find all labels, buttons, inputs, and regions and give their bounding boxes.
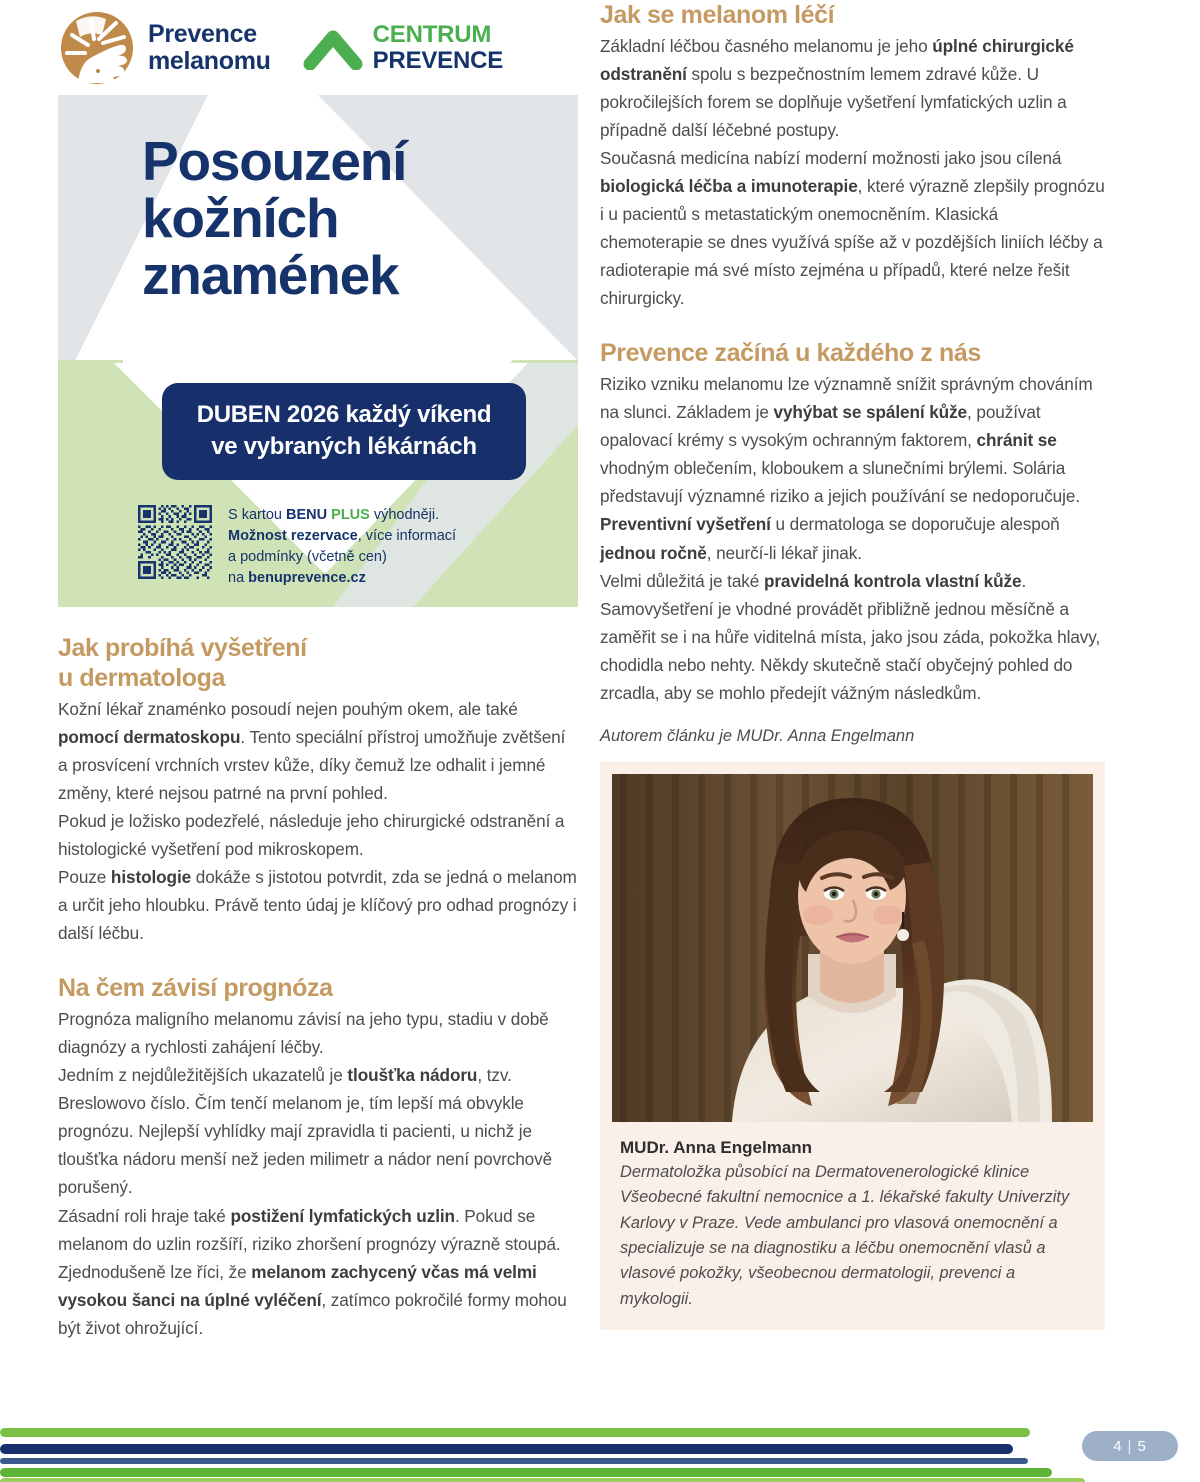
p3c: dokáže s jistotou potvrdit, zda se jedná o melanom a určit jeho hloubku. Právě tento údaj je klíčový pro odhad prognózy i další léčbu.: [58, 867, 577, 944]
paragraph-left-5: [58, 1061, 578, 1201]
hero-title-line2: kožních: [142, 187, 339, 250]
r3e: vhodným oblečením, kloboukem a slunečními brýlemi. Solária představují významné riziko a jejich používání se nedoporučuje.: [600, 458, 1080, 507]
p6b: postižení lymfatických uzlin: [230, 1205, 455, 1226]
paragraph-left-1: [58, 695, 578, 807]
cp-line1: CENTRUM: [372, 21, 492, 49]
r2c: , které výrazně zlepšily prognózu i u pacientů s metastatickým onemocněním. Klasická chemoterapie se dnes využívá spíše až v pozdějších liniích léčby a radioterapie má své místo zejména u případů, které nelze řešit chirurgicky.: [600, 176, 1105, 309]
paragraph-right-5: [600, 567, 1105, 707]
page-number-badge: [1082, 1431, 1178, 1461]
chevron-up-icon: [303, 26, 363, 70]
r4a: Preventivní vyšetření: [600, 514, 771, 535]
sun-hand-skin-icon: [58, 9, 136, 87]
page-separator: |: [1127, 1437, 1133, 1455]
section-heading-vysetreni: [58, 633, 578, 693]
hero-title-block: [58, 95, 578, 305]
s1-title-line1: Jak probíhá vyšetření: [58, 634, 307, 662]
footer-stripes: [0, 1420, 1200, 1482]
paragraph-left-3: [58, 863, 578, 947]
qr-code-icon[interactable]: [138, 505, 212, 579]
qr-l1-benu: BENU: [286, 507, 332, 523]
r5a: Velmi důležitá je také: [600, 570, 764, 591]
p1c: . Tento speciální přístroj umožňuje zvětšení a prosvícení vrchních vrstev kůže, díky čemuž lze odhalit i jemné změny, které nejsou patrné na první pohled.: [58, 727, 566, 804]
centrum-prevence-logo: [303, 22, 503, 73]
author-bio-card: [600, 762, 1105, 1331]
paragraph-left-6: [58, 1202, 578, 1342]
hero-title-line1: Posouzení: [142, 130, 407, 192]
hero-banner: [58, 95, 578, 607]
r2a: Současná medicína nabízí moderní možnosti jako jsou cílená: [600, 148, 1062, 169]
qr-line-4: [228, 568, 456, 589]
page-total: 5: [1137, 1437, 1147, 1455]
left-column: [58, 0, 578, 1342]
section-heading-prognoza: Na čem závisí prognóza: [58, 974, 333, 1003]
r1a: Základní léčbou časného melanomu je jeho: [600, 36, 933, 56]
centrum-prevence-text: [373, 22, 503, 73]
r3b: vyhýbat se spálení kůže: [773, 402, 968, 423]
section-heading-lecba: Jak se melanom léčí: [600, 1, 835, 29]
right-column: [600, 0, 1105, 1330]
r3d: chránit se: [976, 430, 1057, 451]
paragraph-right-4: [600, 510, 1105, 566]
r1b: úplné chirurgické odstranění: [600, 36, 1074, 85]
hero-title-line3: znamének: [142, 244, 399, 307]
brand-wordmark-line1: Prevence: [148, 19, 257, 48]
p1a: Kožní lékař znaménko posoudí nejen pouhým okem, ale také: [58, 699, 518, 719]
p3b: histologie: [110, 867, 192, 888]
p3a: Pouze: [58, 867, 111, 888]
r4b: u dermatologa se doporučuje alespoň: [770, 514, 1060, 535]
event-badge-line1: DUBEN 2026 každý víkend: [196, 401, 492, 428]
paragraph-right-3: [600, 370, 1105, 510]
r5c: . Samovyšetření je vhodné provádět přibližně jednou měsíčně a zaměřit se i na hůře viditelná místa, jako jsou záda, pokožka hlavy, chodidla nebo nehty. Někdy skutečně stačí obyčejný pohled do zrcadla, aby se mohlo předejít vážným následkům.: [600, 570, 1101, 703]
p1b: pomocí dermatoskopu: [58, 727, 241, 748]
author-name: MUDr. Anna Engelmann: [620, 1137, 813, 1157]
benuprevence-link[interactable]: benuprevence.cz: [248, 570, 366, 587]
qr-l4-a: na: [228, 570, 249, 587]
r4c: jednou ročně: [600, 542, 707, 563]
r3a: Riziko vzniku melanomu lze významně snížit správným chováním na slunci. Základem je: [600, 374, 1093, 423]
p5b: tloušťka nádoru: [347, 1065, 478, 1086]
p6a: Zásadní roli hraje také: [58, 1205, 231, 1226]
author-bio-text: Dermatoložka působící na Dermatovenerologické klinice Všeobecné fakultní nemocnice a 1. lékařské fakulty Univerzity Karlovy v Praze. Vede ambulanci pro vlasová onemocnění a specializuje se na diagnostiku a léčbu onemocnění vlasů a vlasové pokožky, všeobecnou dermatologii, prevenci a mykologii.: [620, 1162, 1070, 1308]
event-badge: [162, 383, 526, 480]
page-title: [142, 130, 578, 307]
r3c: , používat opalovací krémy s vysokým ochranným faktorem,: [600, 402, 1041, 451]
r5b: pravidelná kontrola vlastní kůže: [763, 570, 1022, 591]
qr-l2-bold: Možnost rezervace: [228, 528, 358, 545]
article-byline: Autorem článku je MUDr. Anna Engelmann: [600, 726, 915, 745]
section-heading-prevence: Prevence začíná u každého z nás: [600, 339, 981, 368]
s1-title-line2: u dermatologa: [58, 664, 226, 692]
qr-line-3: a podmínky (včetně cen): [228, 549, 387, 566]
r1c: spolu s bezpečnostním lemem zdravé kůže. U pokročilejších forem se doplňuje vyšetření lymfatických uzlin a případně další léčebné postupy.: [600, 64, 1067, 141]
r4d: , neurčí-li lékař jinak.: [706, 542, 862, 563]
p6e: , zatímco pokročilé formy mohou být život ohrožující.: [58, 1289, 567, 1338]
cp-line2: PREVENCE: [372, 46, 504, 74]
qr-info-block: [138, 505, 456, 589]
p5a: Jedním z nejdůležitějších ukazatelů je: [58, 1065, 348, 1086]
qr-l1-plus: PLUS: [331, 507, 370, 523]
qr-line-2: [228, 526, 456, 547]
qr-l1-a: S kartou: [228, 507, 287, 523]
paragraph-left-2: Pokud je ložisko podezřelé, následuje jeho chirurgické odstranění a histologické vyšetření pod mikroskopem.: [58, 811, 565, 860]
portrait-illustration: [612, 774, 1093, 1122]
p6d: melanom zachycený včas má velmi vysokou šanci na úplné vyléčení: [58, 1261, 537, 1310]
page-footer: [0, 1420, 1200, 1482]
brand-wordmark: [148, 21, 271, 75]
qr-l1-b: výhodněji.: [369, 507, 440, 523]
event-badge-line2: ve vybraných lékárnách: [211, 432, 477, 460]
brand-header: [58, 0, 578, 95]
qr-info-text: [228, 505, 456, 589]
paragraph-right-2: [600, 144, 1105, 312]
r2b: biologická léčba a imunoterapie: [600, 176, 858, 197]
qr-line-1: [228, 505, 456, 526]
p5c: , tzv. Breslowovo číslo. Čím tenčí melanom je, tím lepší má obvykle prognózu. Nejlepší vyhlídky mají zpravidla ti pacienti, u nichž je tloušťka nádoru menší než jeden milimetr a nádor není povrchově porušený.: [58, 1065, 553, 1198]
brand-wordmark-line2: melanomu: [148, 46, 271, 75]
p6c: . Pokud se melanom do uzlin rozšíří, riziko zhoršení prognózy výrazně stoupá. Zjednodušeně lze říci, že: [58, 1205, 561, 1282]
qr-l2-rest: , více informací: [357, 528, 457, 545]
paragraph-left-4: Prognóza maligního melanomu závisí na jeho typu, stadiu v době diagnózy a rychlosti zahájení léčby.: [58, 1009, 549, 1058]
author-portrait-photo: [612, 774, 1093, 1122]
page-current: 4: [1113, 1437, 1123, 1455]
paragraph-right-1: [600, 32, 1105, 144]
